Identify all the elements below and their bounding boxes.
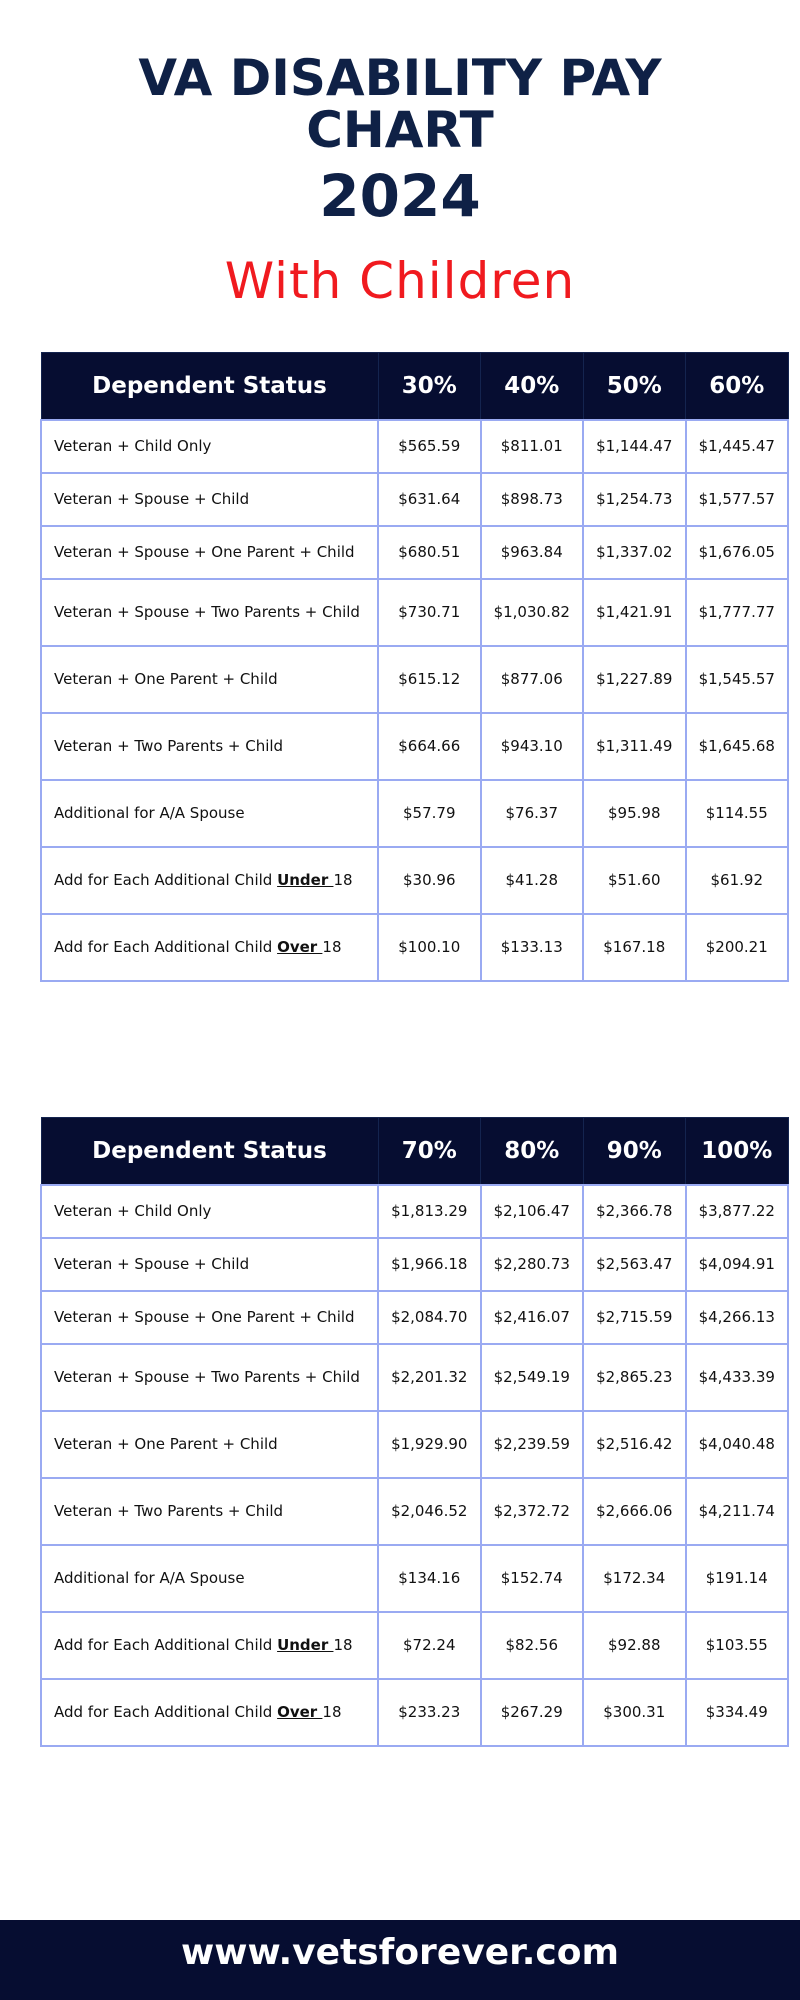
row-label [41, 847, 378, 914]
table-cell: $680.51 [378, 526, 481, 579]
table-cell: $1,545.57 [686, 646, 789, 713]
table-cell: $133.13 [481, 914, 584, 981]
table-cell: $76.37 [481, 780, 584, 847]
table-row [41, 1478, 788, 1545]
table-cell: $2,516.42 [583, 1411, 686, 1478]
table-cell: $615.12 [378, 646, 481, 713]
table-cell: $51.60 [583, 847, 686, 914]
column-header: 100% [686, 1118, 789, 1185]
table-cell: $1,030.82 [481, 579, 584, 646]
table-cell: $1,445.47 [686, 420, 789, 473]
table-cell: $2,366.78 [583, 1185, 686, 1238]
row-label-age: 18 [333, 871, 353, 889]
page-title-line2: CHART [306, 101, 494, 159]
table-row [41, 526, 788, 579]
column-header: 30% [378, 353, 481, 420]
table-cell: $2,715.59 [583, 1291, 686, 1344]
table-cell: $943.10 [481, 713, 584, 780]
table-cell: $4,266.13 [686, 1291, 789, 1344]
table-row [41, 847, 788, 914]
table-cell: $2,666.06 [583, 1478, 686, 1545]
table-row [41, 713, 788, 780]
row-label: Additional for A/A Spouse [41, 1545, 378, 1612]
table-cell: $334.49 [686, 1679, 789, 1746]
row-label-age: 18 [333, 1636, 353, 1654]
table-row [41, 1238, 788, 1291]
row-label-emphasis: Under [277, 1636, 334, 1654]
column-header: 80% [481, 1118, 584, 1185]
row-label-text: Add for Each Additional Child [54, 1703, 278, 1721]
table-cell: $152.74 [481, 1545, 584, 1612]
table-cell: $1,337.02 [583, 526, 686, 579]
table-cell: $267.29 [481, 1679, 584, 1746]
pay-table-70-100 [40, 1117, 789, 1747]
table-row [41, 1344, 788, 1411]
table-cell: $1,813.29 [378, 1185, 481, 1238]
row-label: Veteran + Spouse + Two Parents + Child [41, 579, 378, 646]
table-row [41, 579, 788, 646]
table-cell: $4,433.39 [686, 1344, 789, 1411]
table-cell: $1,645.68 [686, 713, 789, 780]
table-cell: $565.59 [378, 420, 481, 473]
table-cell: $1,777.77 [686, 579, 789, 646]
row-label [41, 914, 378, 981]
page-title-line1: VA DISABILITY PAY [138, 49, 662, 107]
row-label: Veteran + Child Only [41, 1185, 378, 1238]
row-label-emphasis: Under [277, 871, 334, 889]
column-header: 90% [583, 1118, 686, 1185]
table-cell: $1,254.73 [583, 473, 686, 526]
table-cell: $4,040.48 [686, 1411, 789, 1478]
table-cell: $2,084.70 [378, 1291, 481, 1344]
table-cell: $963.84 [481, 526, 584, 579]
table-row [41, 1545, 788, 1612]
page-title-year: 2024 [319, 162, 481, 230]
row-label: Veteran + One Parent + Child [41, 646, 378, 713]
table-cell: $41.28 [481, 847, 584, 914]
row-label: Veteran + Spouse + One Parent + Child [41, 526, 378, 579]
table-cell: $2,239.59 [481, 1411, 584, 1478]
table-cell: $114.55 [686, 780, 789, 847]
row-label-emphasis: Over [277, 938, 323, 956]
table-row [41, 914, 788, 981]
table-cell: $2,372.72 [481, 1478, 584, 1545]
table-cell: $57.79 [378, 780, 481, 847]
table-row [41, 420, 788, 473]
table-row [41, 646, 788, 713]
table-header-row [41, 1118, 788, 1185]
row-label: Veteran + Two Parents + Child [41, 1478, 378, 1545]
table-cell: $4,211.74 [686, 1478, 789, 1545]
table-cell: $2,106.47 [481, 1185, 584, 1238]
table-cell: $167.18 [583, 914, 686, 981]
pay-table-30-60 [40, 352, 789, 982]
row-label-age: 18 [322, 1703, 342, 1721]
table-cell: $61.92 [686, 847, 789, 914]
row-label-text: Add for Each Additional Child [54, 1636, 278, 1654]
table-cell: $30.96 [378, 847, 481, 914]
table-cell: $1,227.89 [583, 646, 686, 713]
column-header: 40% [481, 353, 584, 420]
table-cell: $172.34 [583, 1545, 686, 1612]
row-label [41, 1612, 378, 1679]
table-cell: $92.88 [583, 1612, 686, 1679]
table-cell: $191.14 [686, 1545, 789, 1612]
table-row [41, 780, 788, 847]
table-cell: $631.64 [378, 473, 481, 526]
table-cell: $233.23 [378, 1679, 481, 1746]
table-cell: $300.31 [583, 1679, 686, 1746]
row-label: Veteran + Child Only [41, 420, 378, 473]
table-cell: $1,966.18 [378, 1238, 481, 1291]
table-cell: $100.10 [378, 914, 481, 981]
footer-url[interactable]: www.vetsforever.com [181, 1932, 619, 1973]
table-cell: $1,311.49 [583, 713, 686, 780]
row-label-text: Add for Each Additional Child [54, 871, 278, 889]
table-cell: $200.21 [686, 914, 789, 981]
table-cell: $4,094.91 [686, 1238, 789, 1291]
table-cell: $811.01 [481, 420, 584, 473]
table-cell: $82.56 [481, 1612, 584, 1679]
table-cell: $3,877.22 [686, 1185, 789, 1238]
table-cell: $1,421.91 [583, 579, 686, 646]
table-cell: $664.66 [378, 713, 481, 780]
row-label [41, 1679, 378, 1746]
column-header: 60% [686, 353, 789, 420]
table-cell: $2,280.73 [481, 1238, 584, 1291]
table-cell: $1,676.05 [686, 526, 789, 579]
table-cell: $72.24 [378, 1612, 481, 1679]
table-header-row [41, 353, 788, 420]
row-label-emphasis: Over [277, 1703, 323, 1721]
column-header: Dependent Status [41, 353, 378, 420]
table-cell: $1,577.57 [686, 473, 789, 526]
table-cell: $103.55 [686, 1612, 789, 1679]
row-label: Additional for A/A Spouse [41, 780, 378, 847]
table-cell: $95.98 [583, 780, 686, 847]
column-header: Dependent Status [41, 1118, 378, 1185]
table-row [41, 1185, 788, 1238]
table-row [41, 1679, 788, 1746]
table-row [41, 1612, 788, 1679]
table-cell: $2,549.19 [481, 1344, 584, 1411]
table-row [41, 473, 788, 526]
row-label: Veteran + Spouse + Child [41, 1238, 378, 1291]
table-cell: $877.06 [481, 646, 584, 713]
row-label-text: Add for Each Additional Child [54, 938, 278, 956]
table-row [41, 1291, 788, 1344]
row-label: Veteran + Two Parents + Child [41, 713, 378, 780]
row-label: Veteran + One Parent + Child [41, 1411, 378, 1478]
table-cell: $2,563.47 [583, 1238, 686, 1291]
table-cell: $2,046.52 [378, 1478, 481, 1545]
page-subtitle: With Children [224, 252, 576, 310]
footer-banner [0, 1920, 800, 2000]
column-header: 50% [583, 353, 686, 420]
row-label: Veteran + Spouse + One Parent + Child [41, 1291, 378, 1344]
row-label: Veteran + Spouse + Child [41, 473, 378, 526]
table-cell: $898.73 [481, 473, 584, 526]
table-cell: $2,201.32 [378, 1344, 481, 1411]
column-header: 70% [378, 1118, 481, 1185]
table-row [41, 1411, 788, 1478]
table-cell: $1,144.47 [583, 420, 686, 473]
row-label-age: 18 [322, 938, 342, 956]
row-label: Veteran + Spouse + Two Parents + Child [41, 1344, 378, 1411]
table-cell: $2,416.07 [481, 1291, 584, 1344]
table-cell: $730.71 [378, 579, 481, 646]
table-cell: $134.16 [378, 1545, 481, 1612]
table-cell: $2,865.23 [583, 1344, 686, 1411]
table-cell: $1,929.90 [378, 1411, 481, 1478]
